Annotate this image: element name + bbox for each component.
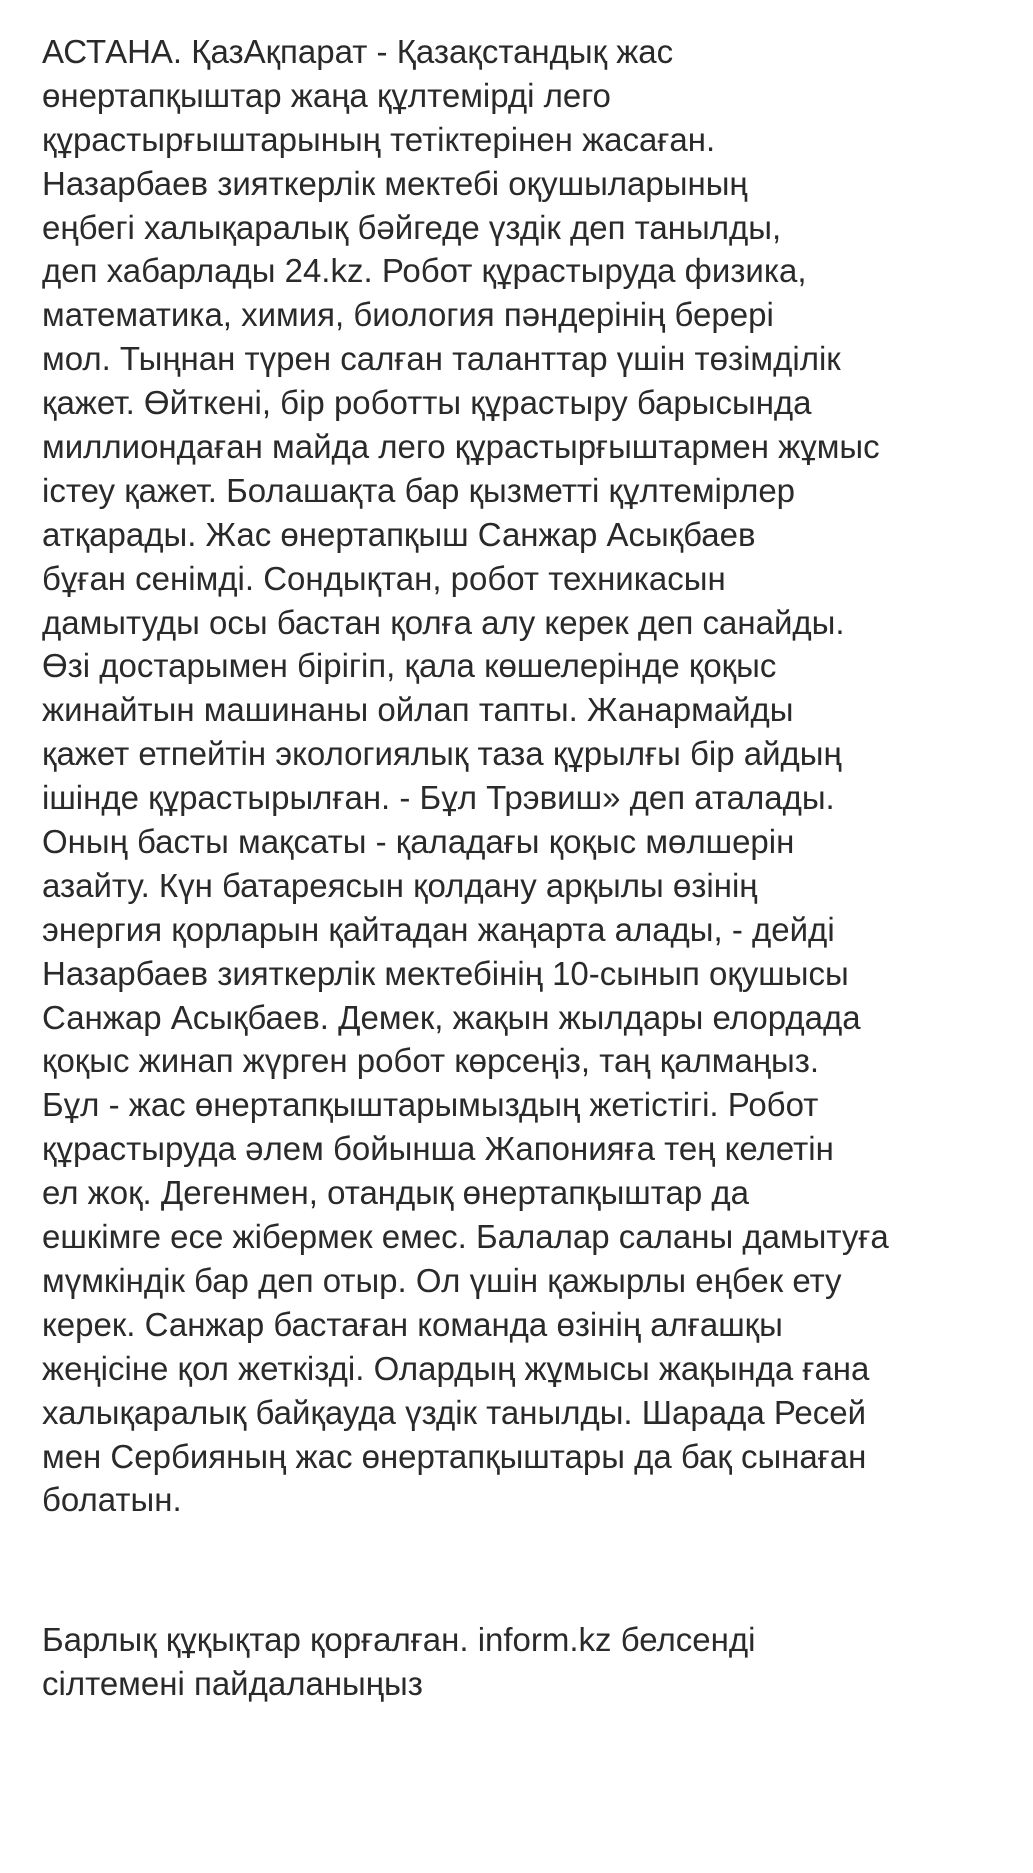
article-line: мол. Тыңнан түрен салған таланттар үшін төзімділік	[42, 340, 841, 378]
article-line: дамытуды осы бастан қолға алу керек деп санайды.	[42, 603, 845, 641]
article-line: бұған сенімді. Сондықтан, робот техникасын	[42, 559, 726, 597]
footer-line: Барлық құқықтар қорғалған. inform.kz белсенді	[42, 1621, 756, 1659]
article-line: Назарбаев зияткерлік мектебі оқушыларының	[42, 164, 748, 202]
article-line: энергия қорларын қайтадан жаңарта алады, - дейді	[42, 910, 835, 948]
article-line: Санжар Асықбаев. Демек, жақын жылдары елордада	[42, 998, 861, 1036]
article-line: жинайтын машинаны ойлап тапты. Жанармайды	[42, 691, 794, 729]
article-line: қоқыс жинап жүрген робот көрсеңіз, таң қалмаңыз.	[42, 1042, 820, 1080]
article-line: математика, химия, биология пәндерінің берері	[42, 296, 774, 334]
article-line: ішінде құрастырылған. - Бұл Трэвиш» деп аталады.	[42, 779, 835, 817]
article-line: керек. Санжар бастаған команда өзінің алғашқы	[42, 1305, 783, 1343]
article-line: мүмкіндік бар деп отыр. Ол үшін қажырлы еңбек ету	[42, 1261, 842, 1299]
article-line: Назарбаев зияткерлік мектебінің 10-сынып оқушысы	[42, 954, 849, 992]
article-line: Оның басты мақсаты - қаладағы қоқыс мөлшерін	[42, 823, 795, 861]
article-line: құрастырғыштарының тетіктерінен жасаған.	[42, 120, 716, 158]
article-line: қажет етпейтін экологиялық таза құрылғы бір айдың	[42, 735, 842, 773]
article-line: өнертапқыштар жаңа құлтемірді лего	[42, 76, 611, 114]
article-line: істеу қажет. Болашақта бар қызметті құлтемірлер	[42, 471, 796, 509]
article-line: деп хабарлады 24.kz. Робот құрастыруда физика,	[42, 252, 807, 290]
article-line: еңбегі халықаралық бәйгеде үздік деп танылды,	[42, 208, 782, 246]
article-line: атқарады. Жас өнертапқыш Санжар Асықбаев	[42, 515, 756, 553]
article-body	[42, 30, 1033, 1522]
article-line: халықаралық байқауда үздік танылды. Шарада Ресей	[42, 1393, 867, 1431]
document-page	[42, 30, 1033, 1706]
article-line: ел жоқ. Дегенмен, отандық өнертапқыштар да	[42, 1174, 749, 1212]
article-line: жеңісіне қол жеткізді. Олардың жұмысы жақында ғана	[42, 1349, 870, 1387]
article-line: азайту. Күн батареясын қолдану арқылы өзінің	[42, 866, 758, 904]
article-line: болатын.	[42, 1481, 182, 1519]
article-line: Өзі достарымен бірігіп, қала көшелерінде қоқыс	[42, 647, 777, 685]
copyright-notice	[42, 1618, 1033, 1706]
article-line: миллиондаған майда лего құрастырғыштармен жұмыс	[42, 428, 880, 466]
article-line: құрастыруда әлем бойынша Жапонияға тең келетін	[42, 1130, 834, 1168]
footer-line: сілтемені пайдаланыңыз	[42, 1665, 423, 1703]
article-line: мен Сербияның жас өнертапқыштары да бақ сынаған	[42, 1437, 867, 1475]
article-line: ешкімге есе жібермек емес. Балалар саланы дамытуға	[42, 1218, 889, 1256]
article-line: АСТАНА. ҚазАқпарат - Қазақстандық жас	[42, 33, 674, 70]
article-line: қажет. Өйткені, бір роботты құрастыру барысында	[42, 384, 812, 422]
article-line: Бұл - жас өнертапқыштарымыздың жетістігі. Робот	[42, 1086, 819, 1124]
paragraph-gap	[42, 1522, 1033, 1618]
